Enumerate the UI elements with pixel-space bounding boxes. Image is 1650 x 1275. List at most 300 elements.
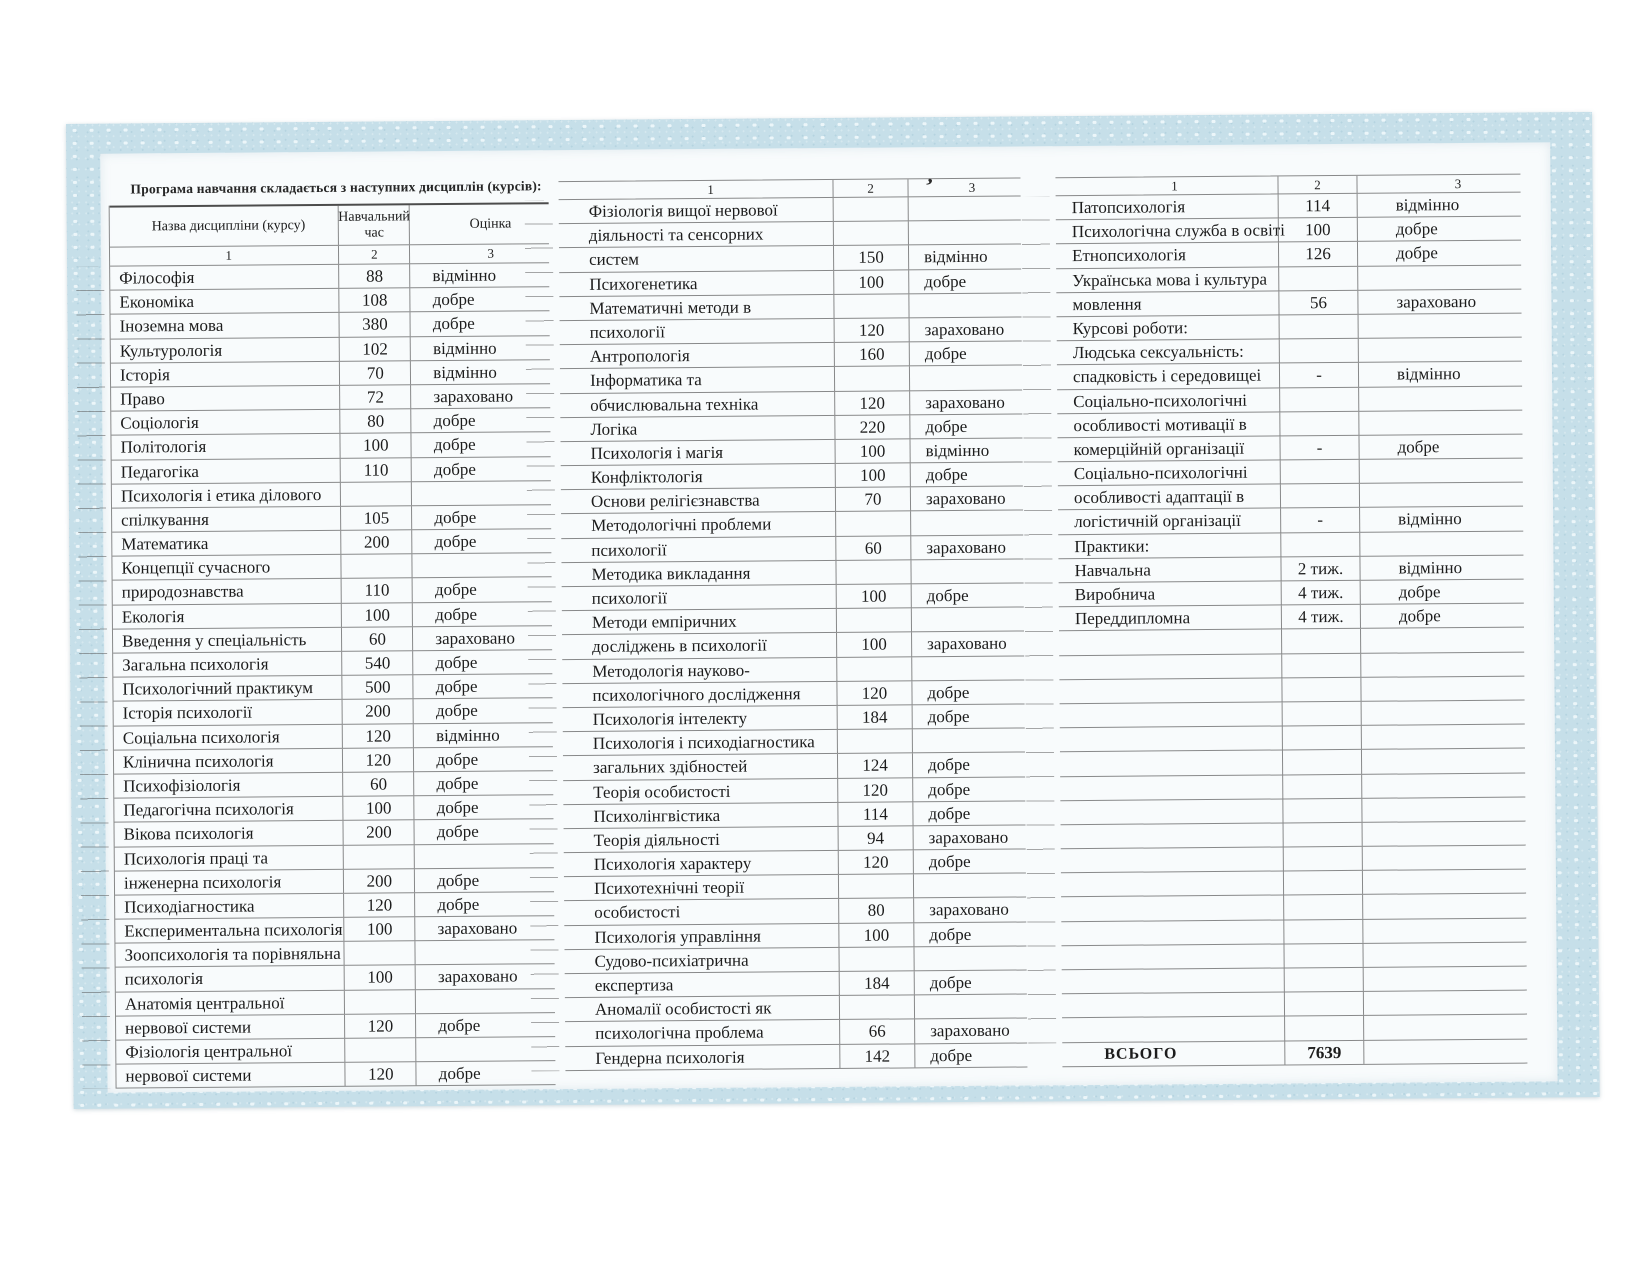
table-row xyxy=(1056,193,1521,221)
subject-name: психологія xyxy=(116,966,346,991)
subject-grade: зараховано xyxy=(1396,291,1477,312)
table-row xyxy=(116,1061,555,1089)
subject-name: експертиза xyxy=(565,972,840,997)
table-row xyxy=(116,1037,555,1065)
subject-hours xyxy=(1283,750,1362,774)
column-number: 2 xyxy=(339,245,410,264)
table-row xyxy=(113,626,552,654)
subject-grade: добре xyxy=(928,779,971,799)
subject-grade xyxy=(1364,1015,1527,1039)
table-row xyxy=(562,656,1024,684)
subject-name: Вікова психологія xyxy=(114,821,344,846)
subject-grade xyxy=(911,511,1023,535)
subject-grade: відмінно xyxy=(1396,364,1461,384)
table-row xyxy=(113,674,552,702)
subject-grade: відмінно xyxy=(432,265,497,286)
subject-hours: 60 xyxy=(344,772,415,796)
subject-name: Етнопсихологія xyxy=(1056,243,1279,268)
subject-name xyxy=(1061,823,1284,848)
subject-hours xyxy=(1283,799,1362,823)
subject-hours xyxy=(1281,532,1360,556)
subject-grade: добре xyxy=(1397,437,1440,457)
subject-hours: 200 xyxy=(343,700,414,724)
subject-name: Методи емпіричних xyxy=(562,609,837,634)
subject-grade: відмінно xyxy=(436,725,500,745)
subject-name: Соціально-психологічні xyxy=(1057,388,1280,413)
subject-hours: 100 xyxy=(834,270,909,294)
subject-hours: 100 xyxy=(836,439,911,463)
subject-grade xyxy=(912,656,1024,680)
subject-name: Анатомія центральної xyxy=(116,990,346,1015)
subject-hours xyxy=(1283,774,1362,798)
subject-grade: добре xyxy=(436,749,479,769)
table-row xyxy=(110,263,549,291)
subject-grade: добре xyxy=(1398,606,1441,626)
subject-hours: 120 xyxy=(837,681,912,705)
table-row xyxy=(115,940,554,968)
table-row xyxy=(1057,410,1522,438)
subject-name xyxy=(1059,678,1282,703)
subject-hours xyxy=(1282,678,1361,702)
table-row xyxy=(115,892,554,920)
subject-grade xyxy=(1360,483,1523,507)
table-row xyxy=(1058,555,1523,583)
subject-name xyxy=(1059,654,1282,679)
subject-name: психології xyxy=(560,319,835,344)
column-number: 3 xyxy=(968,179,976,195)
subject-hours xyxy=(1283,726,1362,750)
subject-grade xyxy=(915,995,1027,1019)
table-row xyxy=(1061,918,1526,946)
subject-grade: добре xyxy=(434,580,477,600)
subject-name: Екологія xyxy=(113,603,343,628)
subject-hours: 60 xyxy=(342,627,413,651)
subject-name xyxy=(1062,968,1285,993)
subject-grade: відмінно xyxy=(923,247,988,267)
subject-grade xyxy=(1362,797,1525,821)
table-row xyxy=(1056,289,1521,317)
column-number: 3 xyxy=(1454,176,1462,192)
subject-hours xyxy=(1284,944,1363,968)
subject-grade xyxy=(1359,314,1522,338)
column-number: 2 xyxy=(1278,176,1357,194)
subject-name: Курсові роботи: xyxy=(1057,315,1280,340)
subject-hours: 105 xyxy=(341,506,412,530)
subject-hours xyxy=(344,845,415,869)
subject-hours xyxy=(1282,653,1361,677)
subject-grade xyxy=(914,946,1026,970)
subject-grade: зараховано xyxy=(924,319,1005,340)
table-row xyxy=(114,723,553,751)
header-grade-label: Оцінка xyxy=(469,216,512,232)
subject-hours: 160 xyxy=(835,343,910,367)
table-row xyxy=(1056,241,1521,269)
subjects-table-middle xyxy=(558,178,1027,1071)
subject-hours xyxy=(345,942,416,966)
subject-grade xyxy=(914,874,1026,898)
subject-grade: зараховано xyxy=(435,628,516,648)
table-row xyxy=(559,269,1021,297)
table-row xyxy=(564,922,1026,950)
subject-grade: добре xyxy=(437,870,480,890)
subject-grade: добре xyxy=(435,701,478,721)
subjects-table-right xyxy=(1055,174,1527,1067)
subject-hours: 100 xyxy=(345,917,416,941)
subject-grade xyxy=(1363,894,1526,918)
subject-hours xyxy=(1285,992,1364,1016)
table-row xyxy=(115,916,554,944)
subject-name: Конфліктологія xyxy=(561,464,836,489)
subject-hours: 100 xyxy=(345,966,416,990)
subject-hours xyxy=(1284,823,1363,847)
table-row xyxy=(1057,434,1522,462)
subject-name: Соціально-психологічні xyxy=(1058,461,1281,486)
subject-grade: відмінно xyxy=(432,338,497,358)
subject-hours xyxy=(1284,895,1363,919)
subject-grade: добре xyxy=(927,755,970,775)
subject-name: Переддипломна xyxy=(1059,606,1282,631)
subject-hours: 150 xyxy=(834,246,909,270)
subject-hours: 184 xyxy=(840,971,915,995)
subject-grade xyxy=(1360,459,1523,483)
subject-grade: добре xyxy=(434,531,477,552)
subject-grade xyxy=(1362,725,1525,749)
subject-grade: відмінно xyxy=(433,362,497,382)
table-row xyxy=(1060,773,1525,801)
subject-grade: добре xyxy=(438,1015,481,1035)
subject-name xyxy=(1061,944,1284,969)
table-row xyxy=(565,970,1027,998)
subject-grade xyxy=(1359,386,1522,410)
subject-grade: добре xyxy=(436,797,479,818)
table-row xyxy=(114,820,553,848)
subject-name: спілкування xyxy=(112,507,342,532)
subject-name xyxy=(1061,872,1284,897)
table-row xyxy=(1060,797,1525,825)
table-row xyxy=(110,287,549,315)
subject-name: мовлення xyxy=(1056,291,1279,316)
table-row xyxy=(1057,314,1522,342)
table-row xyxy=(112,457,551,485)
subject-name: Фізіологія центральної xyxy=(116,1039,346,1064)
subject-hours: 200 xyxy=(344,869,415,893)
table-row xyxy=(563,704,1025,732)
total-grade-cell xyxy=(1364,1039,1527,1063)
subject-grade xyxy=(1364,991,1527,1015)
subject-name: логістичній організації xyxy=(1058,509,1281,534)
subject-name xyxy=(1062,993,1285,1018)
subject-hours: 72 xyxy=(341,385,412,409)
subject-grade xyxy=(909,293,1021,317)
subject-grade: добре xyxy=(432,289,475,310)
subject-grade: добре xyxy=(438,1063,481,1084)
subject-name: Психологія і магія xyxy=(561,440,836,465)
subject-hours: 100 xyxy=(836,463,911,487)
subject-hours: 120 xyxy=(346,1062,417,1086)
subject-name xyxy=(1060,799,1283,824)
subject-grade: відмінно xyxy=(1398,509,1462,529)
table-row xyxy=(111,312,550,340)
subject-hours: 100 xyxy=(342,603,413,627)
subject-hours: 120 xyxy=(835,318,910,342)
subject-hours: 120 xyxy=(345,893,416,917)
column-number: 2 xyxy=(833,179,908,197)
subject-name: діяльності та сенсорних xyxy=(559,222,834,247)
table-row xyxy=(561,511,1023,539)
subject-name: Логіка xyxy=(560,416,835,441)
subject-name: Психологія управління xyxy=(564,924,839,949)
column-number: 1 xyxy=(558,180,833,199)
table-row xyxy=(562,608,1024,636)
subject-hours: 70 xyxy=(340,361,411,385)
table-row xyxy=(1058,531,1523,559)
subject-grade: добре xyxy=(927,682,970,703)
table-row xyxy=(1059,652,1524,680)
table-row xyxy=(561,487,1023,515)
table-row xyxy=(1057,362,1522,390)
subject-name: Іноземна мова xyxy=(111,313,341,338)
middle-column xyxy=(558,178,1027,1071)
subject-hours: 60 xyxy=(836,536,911,560)
table-row xyxy=(114,699,553,727)
table-row xyxy=(1056,217,1521,245)
subject-grade: добре xyxy=(436,822,479,842)
table-row xyxy=(1058,507,1523,535)
subject-name: Інформатика та xyxy=(560,367,835,392)
subject-hours: 100 xyxy=(837,584,912,608)
subject-grade xyxy=(912,608,1024,632)
subject-grade xyxy=(1361,652,1524,676)
table-row xyxy=(1060,749,1525,777)
subject-grade: зараховано xyxy=(437,918,518,939)
subject-hours xyxy=(834,222,909,246)
subject-name: Психологія характеру xyxy=(564,851,839,876)
column-number: 1 xyxy=(110,246,340,266)
table-row xyxy=(565,1019,1027,1047)
table-row xyxy=(116,1013,555,1041)
subject-hours: 114 xyxy=(838,802,913,826)
subject-grade: зараховано xyxy=(927,634,1007,654)
subject-grade xyxy=(1362,749,1525,773)
table-row xyxy=(111,360,550,388)
subject-grade: зараховано xyxy=(437,966,518,987)
table-row xyxy=(1057,386,1522,414)
subject-name: Введення у спеціальність xyxy=(113,628,343,653)
subject-hours xyxy=(840,996,915,1020)
column-number: 1 xyxy=(1055,176,1278,195)
table-row xyxy=(563,753,1025,781)
subject-grade: зараховано xyxy=(929,900,1009,920)
subject-name: Зоопсихологія та порівняльна xyxy=(115,942,345,967)
subject-hours xyxy=(838,729,913,753)
subject-hours: 184 xyxy=(838,705,913,729)
subject-hours: 380 xyxy=(340,313,411,337)
diploma-page xyxy=(100,142,1557,1092)
table-row xyxy=(111,408,550,436)
subject-name: систем xyxy=(559,246,834,271)
subject-hours: 120 xyxy=(343,724,414,748)
subject-hours: 110 xyxy=(342,579,413,603)
table-row xyxy=(1056,265,1521,293)
subject-hours: 56 xyxy=(1279,291,1358,315)
table-row xyxy=(115,868,554,896)
subject-hours: - xyxy=(1280,363,1359,387)
subject-hours: 120 xyxy=(345,1014,416,1038)
table-row xyxy=(1059,580,1524,608)
subject-grade: добре xyxy=(928,851,971,872)
table-row xyxy=(1061,821,1526,849)
subject-hours xyxy=(342,555,413,579)
subject-grade: добре xyxy=(929,972,972,993)
table-row xyxy=(113,602,552,630)
subject-name: Культурологія xyxy=(111,337,341,362)
subject-hours xyxy=(836,512,911,536)
subject-grade: добре xyxy=(929,924,972,944)
table-row xyxy=(559,221,1021,249)
table-row xyxy=(563,777,1025,805)
subject-name: Патопсихологія xyxy=(1056,194,1279,219)
table-row xyxy=(1060,700,1525,728)
subject-grade: добре xyxy=(434,507,477,527)
table-row xyxy=(1059,628,1524,656)
subject-name: Соціальна психологія xyxy=(114,724,344,749)
subject-hours: 142 xyxy=(840,1044,915,1068)
subject-name: Педагогічна психологія xyxy=(114,797,344,822)
header-study-hours xyxy=(339,205,410,245)
subject-grade: зараховано xyxy=(925,392,1005,412)
table-row xyxy=(113,578,552,606)
subject-grade xyxy=(913,729,1025,753)
subject-name: Судово-психіатрична xyxy=(565,948,840,973)
table-row xyxy=(115,844,554,872)
subject-hours xyxy=(839,947,914,971)
subject-hours: 120 xyxy=(838,778,913,802)
subject-name: психологічна проблема xyxy=(565,1020,840,1045)
subject-name: Методологічні проблеми xyxy=(561,512,836,537)
subject-name: Психогенетика xyxy=(559,271,834,296)
table-row xyxy=(562,680,1024,708)
subject-grade: добре xyxy=(925,464,968,485)
subject-hours: 88 xyxy=(340,264,411,288)
table-row xyxy=(563,729,1025,757)
subject-name: Концепції сучасного xyxy=(112,555,342,580)
table-row xyxy=(114,795,553,823)
subject-hours xyxy=(834,197,909,221)
subject-name: Антропологія xyxy=(560,343,835,368)
table-row xyxy=(112,481,551,509)
subject-hours xyxy=(1280,412,1359,436)
table-row xyxy=(116,965,555,993)
table-row xyxy=(111,336,550,364)
subject-grade: зараховано xyxy=(928,827,1009,848)
subject-hours xyxy=(1283,702,1362,726)
subject-grade: добре xyxy=(924,271,967,291)
table-rows xyxy=(559,197,1028,1071)
table-rows xyxy=(110,263,555,1089)
table-row xyxy=(116,989,555,1017)
subject-name: Педагогіка xyxy=(112,458,342,483)
subject-grade: добре xyxy=(928,803,971,823)
table-row xyxy=(560,366,1022,394)
subject-name: Політологія xyxy=(111,434,341,459)
subject-grade: добре xyxy=(433,410,476,431)
subject-grade xyxy=(1363,846,1526,870)
subject-grade xyxy=(1363,918,1526,942)
subject-hours xyxy=(1285,968,1364,992)
subject-grade: відмінно xyxy=(1398,557,1463,578)
subject-name: особливості мотивації в xyxy=(1057,412,1280,437)
subject-name: Соціологія xyxy=(111,410,341,435)
subject-hours: 100 xyxy=(344,796,415,820)
subject-grade xyxy=(1362,773,1525,797)
subject-hours: 126 xyxy=(1279,242,1358,266)
table-row xyxy=(561,438,1023,466)
subject-name: Практики: xyxy=(1058,533,1281,558)
table-row xyxy=(114,771,553,799)
table-row xyxy=(1061,870,1526,898)
subject-grade xyxy=(1359,410,1522,434)
subject-name: Експериментальна психологія xyxy=(115,918,345,943)
header-hours-line1: Навчальний xyxy=(338,209,410,225)
subject-name: психології xyxy=(562,585,837,610)
subject-grade xyxy=(1363,870,1526,894)
scan-ink-artifact: ’ xyxy=(921,172,936,199)
subject-hours: 220 xyxy=(835,415,910,439)
table-row xyxy=(1062,991,1527,1019)
table-row xyxy=(1057,338,1522,366)
subject-name: Математичні методи в xyxy=(559,295,834,320)
left-column xyxy=(108,176,555,1089)
table-row xyxy=(561,463,1023,491)
subject-name xyxy=(1060,775,1283,800)
table-row xyxy=(112,529,551,557)
subject-grade xyxy=(1358,265,1521,289)
subject-name xyxy=(1059,630,1282,655)
subject-grade xyxy=(1361,628,1524,652)
subject-name: особистості xyxy=(564,899,839,924)
table-row xyxy=(111,384,550,412)
subject-grade xyxy=(1363,821,1526,845)
subject-grade: добре xyxy=(432,314,475,334)
subject-grade: зараховано xyxy=(433,386,514,407)
subject-hours xyxy=(1282,629,1361,653)
subject-hours xyxy=(341,482,412,506)
table-row xyxy=(1060,725,1525,753)
subject-hours: 4 тиж. xyxy=(1282,605,1361,629)
subject-name: психологічного дослідження xyxy=(562,682,837,707)
total-label: ВСЬОГО xyxy=(1062,1041,1285,1066)
table-row xyxy=(562,583,1024,611)
subject-hours xyxy=(1280,387,1359,411)
subject-name: Історія xyxy=(111,362,341,387)
subject-grade: добре xyxy=(925,416,968,436)
table-row xyxy=(564,825,1026,853)
subject-hours: 100 xyxy=(837,633,912,657)
table-row xyxy=(1062,967,1527,995)
subject-grade: добре xyxy=(433,435,476,455)
subject-name: досліджень в психології xyxy=(562,633,837,658)
header-subject-name-label: Назва дисципліни (курсу) xyxy=(151,217,306,234)
subject-hours xyxy=(1284,847,1363,871)
subject-name: Психодіагностика xyxy=(115,894,345,919)
subject-grade xyxy=(911,559,1023,583)
subject-name: нервової системи xyxy=(116,1063,346,1088)
subject-grade xyxy=(1361,676,1524,700)
table-row xyxy=(564,874,1026,902)
subject-hours: - xyxy=(1280,436,1359,460)
diploma-scan-sheet xyxy=(66,112,1600,1109)
subject-hours: 200 xyxy=(342,530,413,554)
